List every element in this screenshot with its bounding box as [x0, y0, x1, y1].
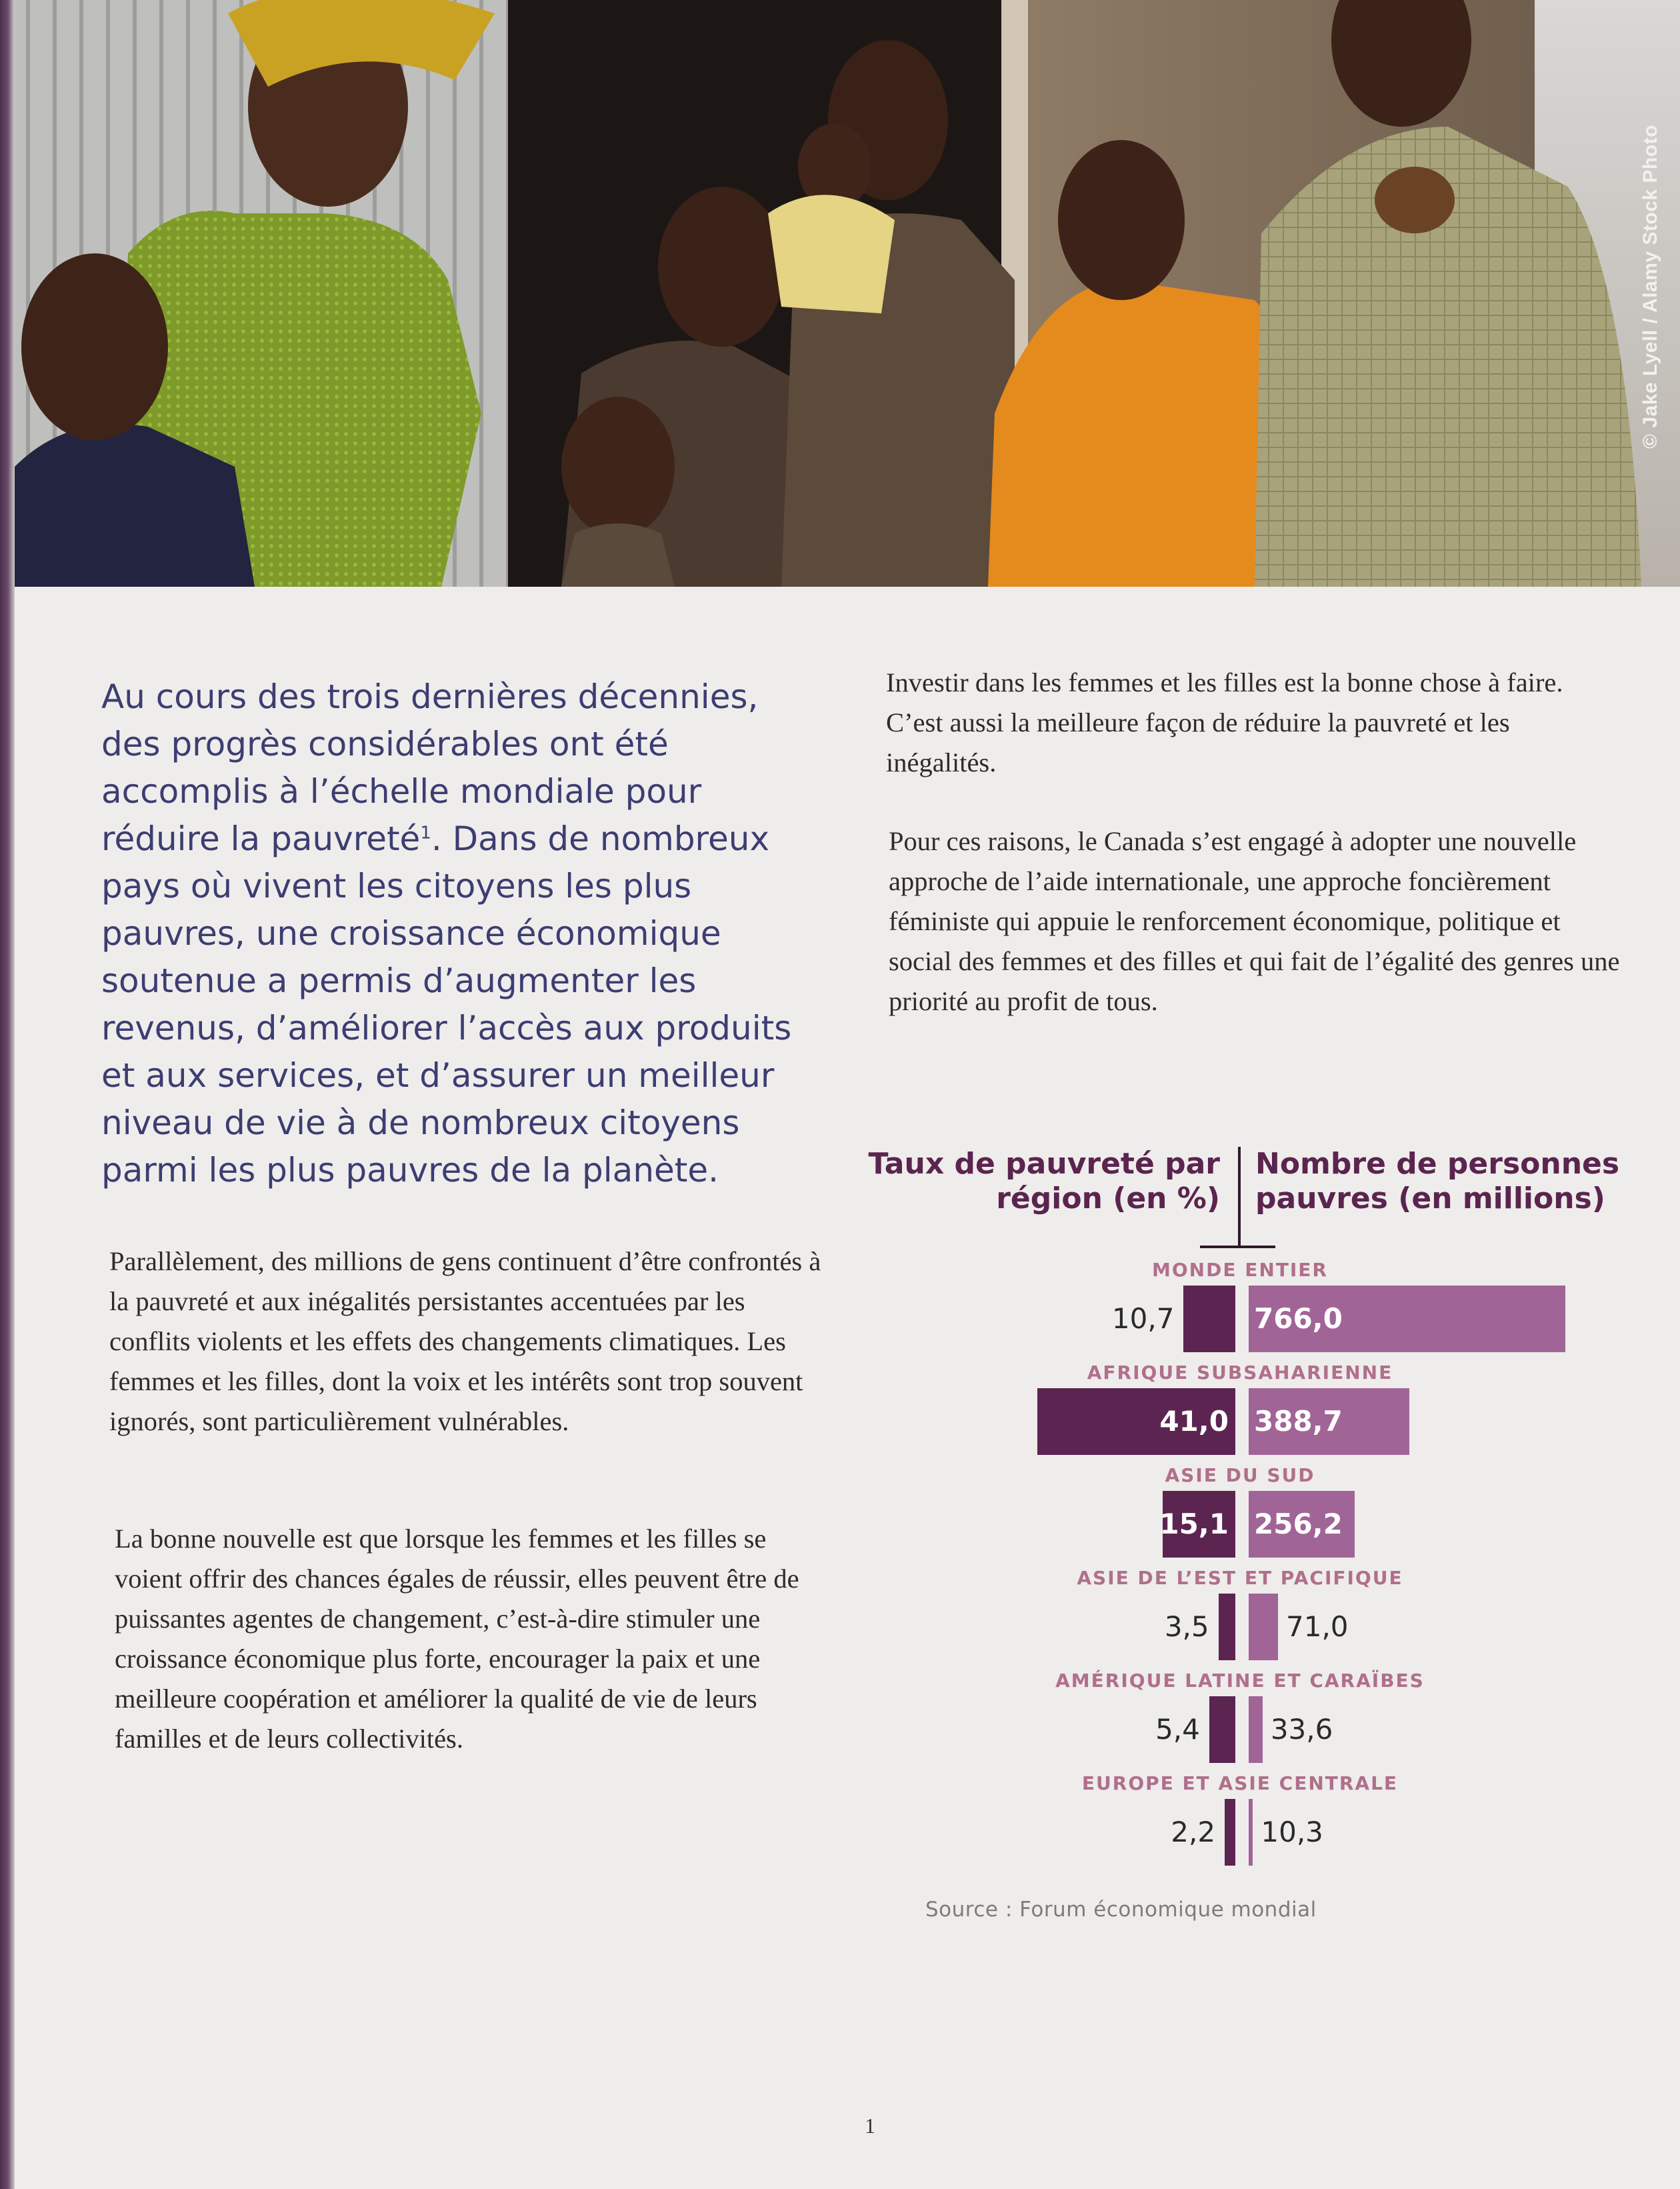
- region-label: EUROPE ET ASIE CENTRALE: [1081, 1772, 1399, 1794]
- poverty-rate-bar: [1225, 1799, 1235, 1866]
- intro-paragraph: Au cours des trois dernières décennies, des progrès considérables ont été accomplis à l’échelle mondiale pour réduire la pauvreté$^1$. Dans de nombreux pays où vivent les citoyens les plus pauvres, une croissance économique soutenue a permis d’augmenter les revenus, d’améliorer l’accès aux produits et aux services, et d’assurer un meilleur niveau de vie à de nombreux citoyens parmi les plus pauvres de la planète.: [101, 677, 792, 1190]
- chart-axis-divider: [1238, 1147, 1241, 1248]
- poverty-rate-value: 3,5: [1164, 1610, 1209, 1643]
- hero-photo: [15, 0, 1680, 587]
- poverty-rate-bar: [1209, 1696, 1235, 1763]
- page-spine: [0, 0, 15, 2189]
- page-number: 1: [865, 2114, 875, 2138]
- region-label: AFRIQUE SUBSAHARIENNE: [1087, 1362, 1393, 1384]
- region-label: ASIE DU SUD: [1165, 1464, 1315, 1486]
- poor-population-bar: [1249, 1594, 1278, 1660]
- body-paragraph: Pour ces raisons, le Canada s’est engagé à adopter une nouvelle approche de l’aide internationale, une approche foncièrement féministe qui appuie le renforcement économique, politique et social des femmes et des filles et qui fait de l’égalité des genres une priorité au profit de tous.: [889, 826, 1620, 1016]
- poor-population-value: 766,0: [1254, 1302, 1343, 1335]
- poor-population-bar: [1249, 1799, 1253, 1866]
- poor-population-value: 71,0: [1286, 1610, 1349, 1643]
- footnote-marker: 1: [420, 823, 431, 843]
- poor-population-bar: [1249, 1696, 1263, 1763]
- family-photo-image: [15, 0, 1680, 587]
- chart-left-title: Taux de pauvreté par région (en %): [868, 1147, 1220, 1216]
- region-label: AMÉRIQUE LATINE ET CARAÏBES: [1055, 1670, 1425, 1692]
- poverty-rate-bar: [1219, 1594, 1235, 1660]
- poor-population-value: 33,6: [1270, 1713, 1333, 1746]
- body-paragraph: Parallèlement, des millions de gens continuent d’être confrontés à la pauvreté et aux inégalités persistantes accentuées par les conflits violents et les effets des changements climatiques. Les femmes et les filles, dont la voix et les intérêts sont trop souvent ignorés, sont particulièrement vulnérables.: [109, 1246, 821, 1436]
- photo-credit: © Jake Lyell / Alamy Stock Photo: [1639, 124, 1662, 449]
- poor-population-value: 256,2: [1254, 1508, 1343, 1540]
- chart-right-title: Nombre de personnes pauvres (en millions): [1255, 1147, 1620, 1216]
- poverty-rate-value: 15,1: [1159, 1508, 1229, 1540]
- poverty-rate-value: 41,0: [1159, 1405, 1229, 1438]
- poor-population-value: 388,7: [1254, 1405, 1343, 1438]
- chart-axis-baseline: [1200, 1246, 1275, 1248]
- poverty-rate-value: 10,7: [1111, 1302, 1175, 1335]
- region-label: ASIE DE L’EST ET PACIFIQUE: [1077, 1567, 1403, 1589]
- region-label: MONDE ENTIER: [1152, 1259, 1328, 1281]
- body-paragraph: Investir dans les femmes et les filles est la bonne chose à faire. C’est aussi la meilleure façon de réduire la pauvreté et les inégalités.: [886, 667, 1563, 777]
- poverty-rate-value: 5,4: [1155, 1713, 1200, 1746]
- poverty-rate-value: 2,2: [1171, 1816, 1216, 1848]
- body-paragraph: La bonne nouvelle est que lorsque les femmes et les filles se voient offrir des chances égales de réussir, elles peuvent être de puissantes agentes de changement, c’est-à-dire stimuler une croissance économique plus forte, encourager la paix et une meilleure coopération et améliorer la qualité de vie de leurs familles et de leurs collectivités.: [115, 1524, 799, 1754]
- chart-source: Source : Forum économique mondial: [925, 1898, 1317, 1922]
- poor-population-value: 10,3: [1261, 1816, 1323, 1848]
- poverty-rate-bar: [1183, 1286, 1235, 1352]
